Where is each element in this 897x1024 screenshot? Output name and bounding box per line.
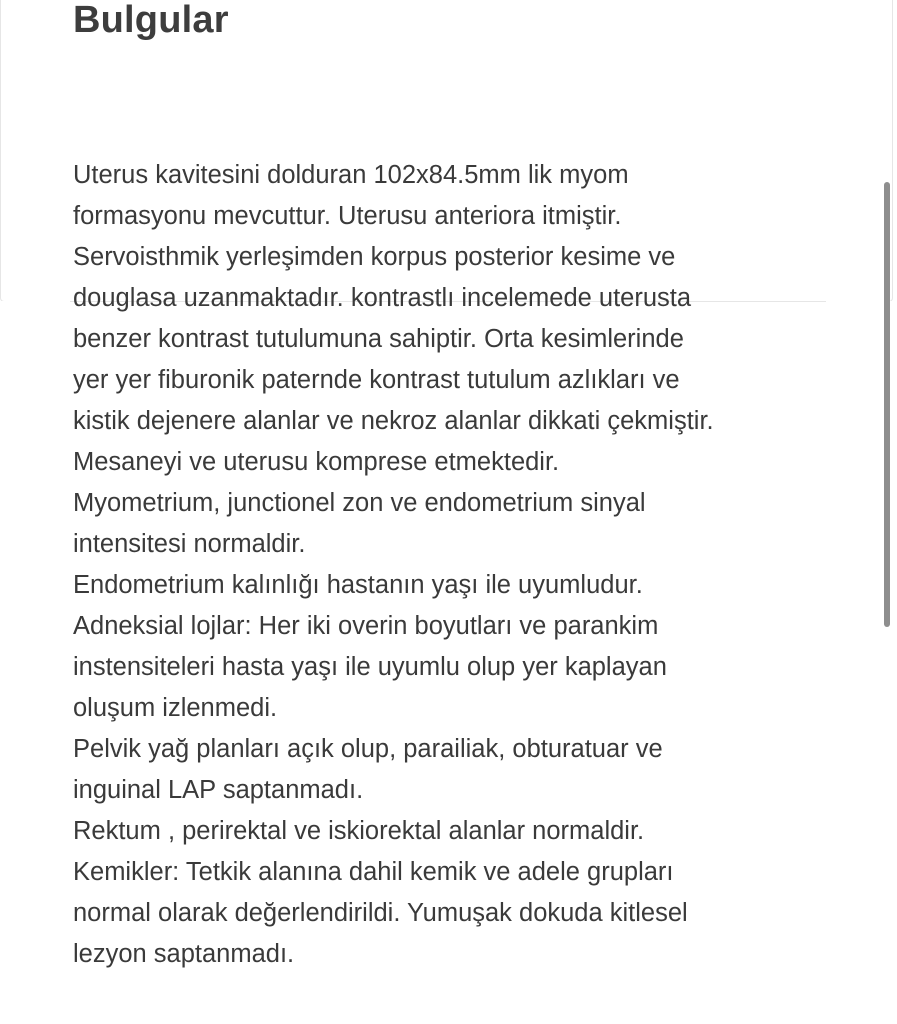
finding-item: Myometrium, junctionel zon ve endometrium sinyal intensitesi normaldir. — [73, 489, 646, 558]
finding-item: Adneksial lojlar: Her iki overin boyutları ve parankim instensiteleri hasta yaşı ile uyumlu olup yer kaplayan oluşum izlenmedi. — [73, 612, 667, 722]
finding-item: Mesaneyi ve uterusu komprese etmektedir. — [73, 448, 560, 476]
finding-item: Rektum , perirektal ve iskiorektal alanlar normaldir. — [73, 817, 645, 845]
section-title: Bulgular — [73, 0, 229, 41]
vertical-scrollbar[interactable] — [884, 182, 890, 627]
finding-item: Pelvik yağ planları açık olup, parailiak, obturatuar ve inguinal LAP saptanmadı. — [73, 735, 663, 804]
findings-list — [73, 155, 863, 975]
card-frame-edge — [0, 301, 70, 305]
finding-item: Kemikler: Tetkik alanına dahil kemik ve adele grupları normal olarak değerlendirildi. Yumuşak dokuda kitlesel lezyon saptanmadı. — [73, 858, 688, 968]
finding-item: Endometrium kalınlığı hastanın yaşı ile uyumludur. — [73, 571, 643, 599]
finding-item: Uterus kavitesini dolduran 102x84.5mm lik myom formasyonu mevcuttur. Uterusu anteriora itmiştir. Servoisthmik yerleşimden korpus posterior kesime ve douglasa uzanmaktadır. kontrastlı incelemede uterusta benzer kontrast tutulumuna sahiptir. Orta kesimlerinde yer yer fiburonik paternde kontrast tutulum azlıkları ve kistik dejenere alanlar ve nekroz alanlar dikkati çekmiştir. — [73, 161, 714, 435]
